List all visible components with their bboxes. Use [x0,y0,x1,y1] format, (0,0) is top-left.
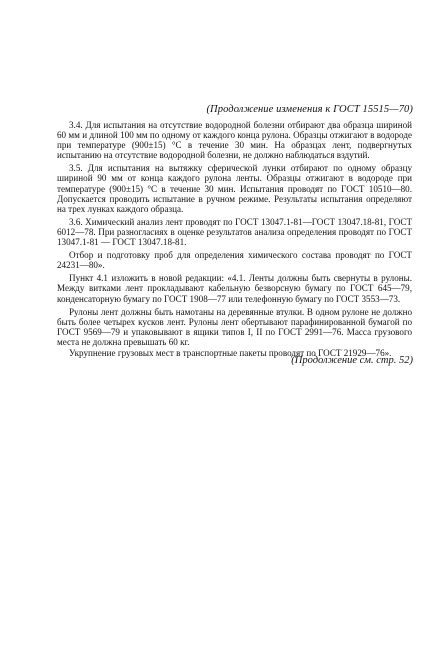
paragraph-sampling: Отбор и подготовку проб для определения химического состава проводят по ГОСТ 24231—80». [57,250,412,271]
paragraph-4-1: Пункт 4.1 изложить в новой редакции: «4.1. Ленты должны быть свернуты в рулоны. Между витками лент прокладывают кабельную безворсную бумагу по ГОСТ 645—79, конденсаторную бумагу по ГОСТ 1908—77 или телефонную бумагу по ГОСТ 3553—73. [57,273,412,304]
paragraph-3-4: 3.4. Для испытания на отсутствие водородной болезни отбирают два образца шириной 60 мм и длиной 100 мм по одному от каждого конца рулона. Образцы отжигают в водороде при температуре (900±15) °С в течение 30 мин. На образцах лент, подвергнутых испытанию на отсутствие водородной болезни, не должно наблюдаться вздутий. [57,120,412,161]
paragraph-rolls: Рулоны лент должны быть намотаны на деревянные втулки. В одном рулоне не должно быть более четырех кусков лент. Рулоны лент обертывают парафинированной бумагой по ГОСТ 9569—79 и упаковывают в ящики типов I, II по ГОСТ 2991—76. Масса грузового места не должна превышать 60 кг. [57,306,412,347]
paragraph-3-6: 3.6. Химический анализ лент проводят по ГОСТ 13047.1-81—ГОСТ 13047.18-81, ГОСТ 6012—78. При разногласиях в оценке результатов анализа определения проводят по ГОСТ 13047.1-81 — ГОСТ 13047.18-81. [57,216,412,248]
paragraph-3-5: 3.5. Для испытания на вытяжку сферической лунки отбирают по одному образцу шириной 90 мм от конца каждого рулона ленты. Образцы отжигают в водороде при температуре (900±15) °С в течение 30 мин. Испытания проводят по ГОСТ 10510—80. Допускается проводить испытание в ручном режиме. Результаты испытания определяют на трех лунках каждого образца. [57,163,412,214]
paragraph-consolidation: Укрупнение грузовых мест в транспортные пакеты проводят по ГОСТ 21929—76». [69,347,392,358]
continuation-footer: (Продолжение см. стр. 52) [291,355,413,366]
document-body [57,120,412,358]
continuation-header: (Продолжение изменения к ГОСТ 15515—70) [206,104,413,115]
